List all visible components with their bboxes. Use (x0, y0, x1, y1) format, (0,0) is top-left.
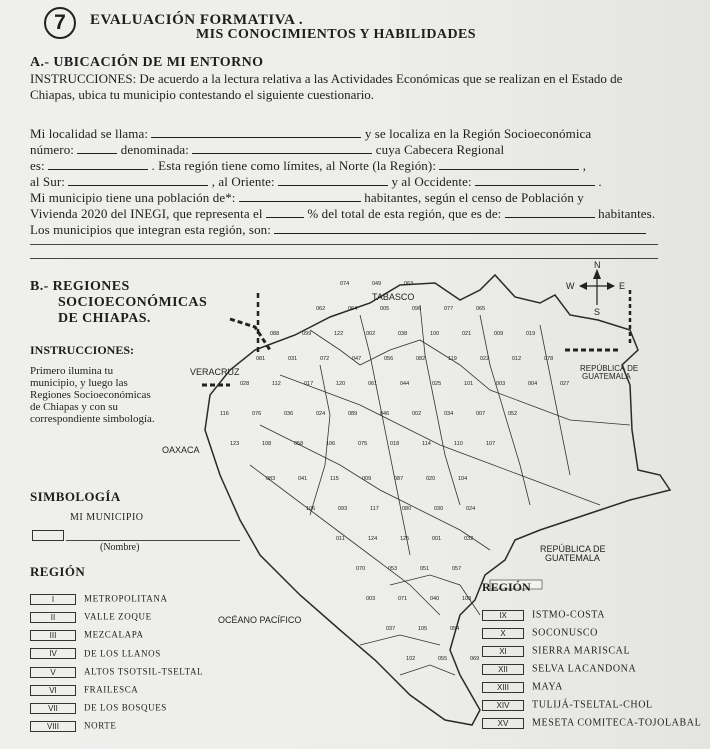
municipio-code[interactable]: 114 (422, 441, 431, 447)
municipio-code[interactable]: 096 (412, 306, 422, 312)
region-color-swatch[interactable]: IX (482, 610, 524, 621)
municipio-code[interactable]: 120 (336, 381, 346, 387)
municipio-code[interactable]: 051 (420, 566, 430, 572)
occidente-blank[interactable] (475, 174, 595, 186)
municipio-code[interactable]: 100 (430, 331, 440, 337)
region-name: NORTE (84, 720, 117, 731)
municipio-code[interactable]: 040 (430, 596, 440, 602)
municipio-code[interactable]: 076 (252, 411, 262, 417)
veracruz-border (230, 319, 270, 350)
municipio-code[interactable]: 082 (416, 356, 426, 362)
region-color-swatch[interactable]: XIII (482, 682, 524, 693)
q6-text-c: habitantes. (598, 206, 656, 221)
municipio-code[interactable]: 020 (426, 476, 436, 482)
section-b-instructions-title: INSTRUCCIONES: (30, 343, 135, 357)
municipio-code[interactable]: 027 (560, 381, 570, 387)
municipio-code[interactable]: 112 (272, 381, 281, 387)
q5-text-b: habitantes, según el censo de Población y (364, 190, 584, 205)
right-region-row (482, 606, 701, 624)
map-label-oaxaca: OAXACA (162, 445, 200, 455)
right-region-row (482, 624, 701, 642)
municipio-code[interactable]: 063 (404, 281, 414, 287)
municipio-code[interactable]: 108 (262, 441, 272, 447)
municipio-code[interactable]: 037 (386, 626, 396, 632)
municipio-code[interactable]: 012 (512, 356, 522, 362)
region-name: MESETA COMITECA-TOJOLABAL (532, 718, 702, 730)
municipio-code[interactable]: 028 (240, 381, 250, 387)
region-number-blank[interactable] (77, 142, 117, 154)
municipio-code[interactable]: 065 (476, 306, 486, 312)
section-a-instructions: INSTRUCCIONES: De acuerdo a la lectura relativa a las Actividades Económicas que se realizan en el Estado de Chiapas, ubica tu municipio contestando el siguiente cuestionario. (30, 71, 623, 102)
region-color-swatch[interactable]: X (482, 628, 524, 639)
municipio-code[interactable]: 056 (384, 356, 394, 362)
municipio-code[interactable]: 005 (380, 306, 390, 312)
region-color-swatch[interactable]: VIII (30, 721, 76, 732)
municipios-blank[interactable] (274, 222, 646, 234)
map-region-heading-right: REGIÓN (482, 580, 531, 594)
municipio-code[interactable]: 038 (398, 331, 408, 337)
q3-text-b: . Esta región tiene como límites, al Norte (la Región): (151, 158, 437, 173)
region-name: SOCONUSCO (532, 627, 598, 639)
question-line-4 (30, 174, 602, 190)
region-name: ISTMO-COSTA (532, 609, 606, 621)
poblacion-blank[interactable] (239, 190, 361, 202)
municipio-code[interactable]: 003 (366, 596, 376, 602)
q4-text-a: al Sur: (30, 174, 66, 189)
region-color-swatch[interactable]: VII (30, 703, 76, 714)
municipio-code[interactable]: 036 (284, 411, 294, 417)
q2-text-c: cuya Cabecera Regional (375, 142, 505, 157)
compass-n: N (594, 260, 601, 270)
region-heading-left: REGIÓN (30, 564, 86, 579)
municipio-code[interactable]: 074 (340, 281, 350, 287)
municipio-code[interactable]: 077 (444, 306, 454, 312)
region-color-swatch[interactable]: II (30, 612, 76, 623)
region-name: MEZCALAPA (84, 629, 144, 640)
municipio-code[interactable]: 107 (486, 441, 496, 447)
region-name: FRAILESCA (84, 684, 139, 695)
region-name: DE LOS LLANOS (84, 647, 161, 658)
section-b-heading-3: DE CHIAPAS. (58, 311, 151, 326)
question-line-3 (30, 158, 586, 174)
municipio-code[interactable]: 104 (458, 476, 468, 482)
q1-text-b: y se localiza en la Región Socioeconómica (364, 126, 592, 141)
municipio-code[interactable]: 031 (288, 356, 298, 362)
municipio-code[interactable]: 034 (444, 411, 454, 417)
municipio-code[interactable]: 022 (480, 356, 490, 362)
municipio-code[interactable]: 089 (348, 411, 358, 417)
region-color-swatch[interactable]: XII (482, 664, 524, 675)
municipio-code[interactable]: 102 (406, 656, 416, 662)
municipio-code[interactable]: 093 (338, 506, 348, 512)
map-label-tabasco: TABASCO (372, 292, 415, 302)
municipio-code[interactable]: 115 (330, 476, 339, 482)
municipio-code[interactable]: 075 (358, 441, 368, 447)
municipio-code[interactable]: 024 (466, 506, 476, 512)
section-b-heading-1: B.- REGIONES (30, 279, 130, 294)
region-name: VALLE ZOQUE (84, 611, 152, 622)
municipio-code[interactable]: 106 (306, 506, 316, 512)
region-color-swatch[interactable]: VI (30, 685, 76, 696)
question-line-7 (30, 222, 646, 238)
right-region-row (482, 714, 701, 732)
map-label-guatemala-bottom-1: REPÚBLICA DE (540, 544, 606, 554)
porcentaje-blank[interactable] (266, 206, 304, 218)
municipio-code[interactable]: 002 (366, 331, 376, 337)
norte-blank[interactable] (439, 158, 579, 170)
compass-w: W (566, 281, 575, 291)
region-name: MAYA (532, 681, 563, 693)
page-title: EVALUACIÓN FORMATIVA . (90, 12, 304, 28)
municipio-code[interactable]: 049 (372, 281, 382, 287)
compass-s: S (594, 307, 601, 317)
q6-text-b: % del total de esta región, que es de: (307, 206, 502, 221)
municipio-code[interactable]: 106 (326, 441, 336, 447)
q1-text-a: Mi localidad se llama: (30, 126, 149, 141)
municipio-code[interactable]: 103 (462, 596, 472, 602)
question-line-5 (30, 190, 584, 206)
map-label-guatemala-bottom-2: GUATEMALA (545, 553, 600, 563)
region-name: SELVA LACANDONA (532, 663, 637, 675)
q4-text-b: , al Oriente: (211, 174, 275, 189)
region-name-blank[interactable] (192, 142, 372, 154)
oriente-blank[interactable] (278, 174, 388, 186)
region-color-swatch[interactable]: XIV (482, 700, 524, 711)
mi-municipio-label: MI MUNICIPIO (70, 512, 144, 523)
right-region-row (482, 660, 701, 678)
compass-e: E (619, 281, 626, 291)
q3-text-c: , (582, 158, 587, 173)
mi-municipio-swatch[interactable] (32, 530, 64, 541)
right-region-row (482, 696, 701, 714)
municipio-code-labels (220, 281, 569, 662)
municipio-code[interactable]: 044 (400, 381, 410, 387)
municipio-code[interactable]: 101 (464, 381, 474, 387)
municipio-code[interactable]: 062 (316, 306, 326, 312)
q2-text-b: denominada: (120, 142, 189, 157)
municipio-code[interactable]: 078 (544, 356, 554, 362)
q4-text-c: y al Occidente: (391, 174, 472, 189)
q3-text-a: es: (30, 158, 45, 173)
region-name: SIERRA MARISCAL (532, 645, 631, 657)
municipio-code[interactable]: 087 (394, 476, 404, 482)
municipio-code[interactable]: 021 (462, 331, 472, 337)
q5-text-a: Mi municipio tiene una población de*: (30, 190, 236, 205)
municipio-code[interactable]: 052 (508, 411, 518, 417)
sur-blank[interactable] (68, 174, 208, 186)
municipio-code[interactable]: 054 (450, 626, 460, 632)
municipio-code[interactable]: 030 (434, 506, 444, 512)
localidad-blank[interactable] (151, 126, 361, 138)
municipio-code[interactable]: 032 (464, 536, 474, 542)
municipio-code[interactable]: 116 (220, 411, 229, 417)
map-label-guatemala-top-2: GUATEMALA (582, 372, 631, 381)
municipio-code[interactable]: 083 (266, 476, 276, 482)
municipio-code[interactable]: 099 (302, 331, 312, 337)
region-color-swatch[interactable]: XI (482, 646, 524, 657)
municipio-code[interactable]: 110 (454, 441, 463, 447)
municipio-code[interactable]: 009 (362, 476, 372, 482)
right-region-row (482, 642, 701, 660)
municipio-code[interactable]: 003 (496, 381, 506, 387)
right-region-row (482, 678, 701, 696)
region-legend-right (482, 606, 701, 733)
municipio-code[interactable]: 105 (418, 626, 428, 632)
municipio-code[interactable]: 002 (412, 411, 422, 417)
municipio-code[interactable]: 058 (294, 441, 304, 447)
map-label-veracruz: VERACRUZ (190, 367, 240, 377)
municipio-code[interactable]: 069 (470, 656, 480, 662)
municipio-code[interactable]: 080 (402, 506, 412, 512)
municipio-code[interactable]: 064 (348, 306, 358, 312)
municipio-code[interactable]: 011 (336, 536, 345, 542)
q6-text-a: Vivienda 2020 del INEGI, que representa el (30, 206, 263, 221)
region-name: ALTOS TSOTSIL-TSELTAL (84, 666, 204, 677)
municipio-code[interactable]: 088 (270, 331, 280, 337)
municipio-code[interactable]: 046 (380, 411, 390, 417)
municipio-code[interactable]: 117 (370, 506, 379, 512)
cabecera-blank[interactable] (48, 158, 148, 170)
map-label-oceano: OCÉANO PACÍFICO (218, 615, 302, 625)
map-label-guatemala-top-1: REPÚBLICA DE (580, 364, 639, 373)
municipio-code[interactable]: 004 (528, 381, 538, 387)
page-subtitle: MIS CONOCIMIENTOS Y HABILIDADES (196, 27, 476, 42)
municipio-code[interactable]: 053 (388, 566, 398, 572)
municipio-code[interactable]: 125 (400, 536, 410, 542)
region-name: METROPOLITANA (84, 593, 168, 604)
municipio-code[interactable]: 119 (448, 356, 457, 362)
section-b-instructions-text: Primero ilumina tu municipio, y luego las Regiones Socioeconómicas de Chiapas y con su correspondiente simbología. (30, 365, 155, 425)
municipio-code[interactable]: 019 (526, 331, 536, 337)
municipio-code[interactable]: 007 (476, 411, 486, 417)
region-color-swatch[interactable]: XV (482, 718, 524, 729)
municipio-code[interactable]: 024 (316, 411, 326, 417)
municipio-code[interactable]: 001 (432, 536, 442, 542)
activity-number-badge: 7 (44, 7, 76, 39)
nombre-caption: (Nombre) (100, 542, 140, 553)
municipio-code[interactable]: 025 (432, 381, 442, 387)
question-line-2 (30, 142, 504, 158)
municipio-code[interactable]: 057 (452, 566, 462, 572)
municipio-code[interactable]: 041 (298, 476, 308, 482)
municipio-code[interactable]: 124 (368, 536, 378, 542)
municipio-code[interactable]: 055 (438, 656, 448, 662)
region-color-swatch[interactable]: I (30, 594, 76, 605)
compass-rose (579, 269, 615, 305)
municipio-code[interactable]: 047 (352, 356, 362, 362)
section-b-heading-2: SOCIOECONÓMICAS (58, 295, 208, 310)
region-name: TULIJÁ-TSELTAL-CHOL (532, 699, 653, 711)
q4-text-d: . (598, 174, 602, 189)
answer-line-1[interactable] (30, 244, 658, 245)
municipio-code[interactable]: 017 (304, 381, 314, 387)
section-a-heading: A.- UBICACIÓN DE MI ENTORNO (30, 55, 264, 70)
region-color-swatch[interactable]: V (30, 667, 76, 678)
region-color-swatch[interactable]: III (30, 630, 76, 641)
simbologia-heading: SIMBOLOGÍA (30, 489, 121, 504)
municipio-code[interactable]: 081 (256, 356, 266, 362)
q7-text-a: Los municipios que integran esta región, son: (30, 222, 271, 237)
municipio-code[interactable]: 070 (356, 566, 366, 572)
municipio-code[interactable]: 123 (230, 441, 240, 447)
total-region-blank[interactable] (505, 206, 595, 218)
municipio-code[interactable]: 018 (390, 441, 400, 447)
question-line-1 (30, 126, 591, 142)
q2-text-a: número: (30, 142, 75, 157)
municipio-code[interactable]: 009 (494, 331, 504, 337)
municipio-code[interactable]: 072 (320, 356, 330, 362)
region-name: DE LOS BOSQUES (84, 702, 167, 713)
question-line-6 (30, 206, 655, 222)
municipio-code[interactable]: 122 (334, 331, 344, 337)
municipio-code[interactable]: 071 (398, 596, 408, 602)
region-color-swatch[interactable]: IV (30, 648, 76, 659)
municipio-code[interactable]: 061 (368, 381, 378, 387)
